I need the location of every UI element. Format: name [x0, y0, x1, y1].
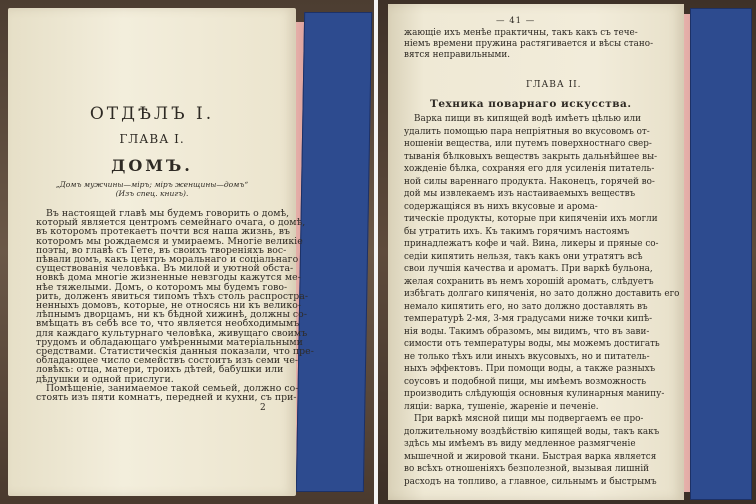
text-line: для каждаго культурнаго человѣка, живущаго своимъ [36, 327, 308, 339]
text-line: здѣсь мы имѣемъ въ виду медленное размягченіе [404, 439, 636, 449]
text-line: мышечной и жировой ткани. Быстрая варка является [404, 451, 657, 462]
text-line: поэты, во главѣ съ Гете, въ своихъ твореніяхъ вос- [36, 244, 287, 256]
text-line: рить, долженъ явиться типомъ тѣхъ столь распростра- [36, 290, 309, 302]
text-line: тыванія бѣлковыхъ веществъ закрыть дальнѣйшее вы- [404, 151, 658, 162]
chapter-title-2: Техника поварнаго искусства. [430, 98, 632, 110]
text-line: который является центромъ семейнаго очага, о домѣ, [36, 217, 306, 229]
text-line: тическіе продукты, которые при кипяченіи ихъ могли [404, 214, 658, 224]
text-line: ношеніи вещества, или путемъ поверхностнаго свер- [404, 139, 652, 149]
text-line: пѣвали домъ, какъ центръ моральнаго и соціальнаго [36, 254, 299, 265]
right-book-cover [690, 8, 752, 500]
text-line: Въ настоящей главѣ мы будемъ говорить о домѣ, [46, 208, 290, 219]
text-line: содержащіяся въ нихъ вкусовые и арома- [404, 201, 598, 212]
text-line: избѣгать долгаго кипяченія, но зато должно доставить его [404, 289, 680, 299]
page-header: — 41 — [496, 16, 536, 26]
text-line: хожденіе бѣлка, сохраняя его для усиленія питатель- [404, 164, 655, 174]
page-number: 2 [260, 403, 266, 413]
left-page [8, 8, 314, 496]
text-line: ловѣкъ: отца, матери, троихъ дѣтей, бабушки или [36, 364, 284, 376]
text-line: лѣпнымъ дворцамъ, ни къ бѣдной хижинѣ, должны со- [36, 309, 308, 321]
text-line: соусовъ и подобной пищи, мы имѣемъ возможность [404, 376, 647, 387]
text-line: ніемъ времени пружина растягивается и вѣсы стано- [404, 39, 654, 49]
text-line: дой мы извлекаемъ изъ настаиваемыхъ веществъ [404, 189, 636, 199]
text-line: расходъ на топливо, а главное, сильнымъ и быстрымъ [404, 476, 657, 487]
epigraph-source: (Изъ спец. книгъ). [115, 189, 189, 198]
text-line: При варкѣ мясной пищи мы подвергаемъ ее про- [414, 414, 644, 424]
text-line: во всѣхъ отношеніяхъ безполезной, вызывая лишній [404, 464, 650, 474]
text-line: Варка пищи въ кипящей водѣ имѣетъ цѣлью или [414, 114, 641, 124]
text-line: трудомъ и обладающаго умѣренными матеріальными [36, 336, 303, 348]
chapter-name: ДОМЪ. [111, 156, 193, 175]
text-line: удалить помощью пара непріятныя во вкусовомъ от- [404, 126, 650, 137]
text-line: ненныхъ домовъ, которые, не относясь ни къ велико- [36, 300, 302, 311]
text-line: желая сохранить въ немъ хорошій ароматъ, слѣдуетъ [404, 276, 654, 287]
text-line: Помѣщеніе, занимаемое такой семьей, должно со- [46, 382, 299, 394]
text-line: стоять изъ пяти комнатъ, передней и кухни, съ при- [36, 392, 297, 403]
text-line: не только тѣхъ или иныхъ вкусовыхъ, но и питатель- [404, 351, 650, 362]
text-line: средствами. Статистическія данныя показали, что пре- [36, 346, 314, 357]
text-line: жающіе ихъ менѣе практичны, такъ какъ съ тече- [404, 28, 638, 38]
text-line: въ которомъ протекаетъ почти вся наша жизнь, въ [36, 226, 291, 238]
text-line: новкѣ дома многіе жизненные невзгоды кажутся ме- [36, 272, 301, 284]
left-photo [0, 0, 374, 504]
right-page [388, 4, 684, 500]
text-line: ляціи: варка, тушеніе, жареніе и печеніе. [404, 401, 599, 412]
text-line: свои лучшія качества и ароматъ. При варкѣ бульона, [404, 264, 653, 274]
epigraph-line: „Домъ мужчины—міръ; міръ женщины—домъ“ [55, 180, 249, 189]
text-line: немало кипятить его, но зато должно доставлять въ [404, 301, 648, 312]
text-line: должительному воздѣйствію кипящей воды, такъ какъ [404, 426, 660, 437]
text-line: которомъ мы рождаемся и умираемъ. Многіе великіе [36, 235, 303, 247]
text-line: бы утратить ихъ. Къ такимъ горячимъ настоямъ [404, 226, 630, 237]
text-line: температурѣ 2-мя, 3-мя градусами ниже точки кипѣ- [404, 314, 653, 324]
left-book-cover [296, 12, 372, 492]
chapter-label: ГЛАВА I. [119, 132, 185, 146]
text-line: симости отъ температуры воды, мы можемъ достигать [404, 339, 660, 349]
text-line: производить слѣдующія основныя кулинарныя манипу- [404, 389, 665, 399]
text-line: вмѣщать въ себѣ все то, что является необходимымъ [36, 318, 300, 330]
section-title: ОТДѢЛЪ I. [89, 104, 215, 124]
text-line: вятся неправильными. [404, 50, 511, 60]
text-line: нія воды. Такимъ образомъ, мы видимъ, что въ зави- [404, 326, 650, 337]
text-line: обладающее число семействъ состоитъ изъ семи че- [36, 355, 299, 367]
text-line: седіи кипятить нельзя, такъ какъ они утратятъ всѣ [404, 251, 643, 262]
text-line: принадлежатъ кофе и чай. Вина, ликеры и пряные со- [404, 239, 659, 249]
chapter-label-2: ГЛАВА II. [526, 80, 582, 90]
text-line: ной силы вареннаго продукта. Наконецъ, горячей во- [404, 176, 655, 187]
text-line: дѣдушки и одной прислуги. [36, 373, 174, 385]
text-line: ныхъ эффектовъ. При помощи воды, а также разныхъ [404, 364, 656, 374]
text-line: нѣе тяжелыми. Домъ, о которомъ мы будемъ гово- [36, 281, 288, 293]
text-line: существованія человѣка. Въ милой и уютной обста- [36, 263, 294, 275]
